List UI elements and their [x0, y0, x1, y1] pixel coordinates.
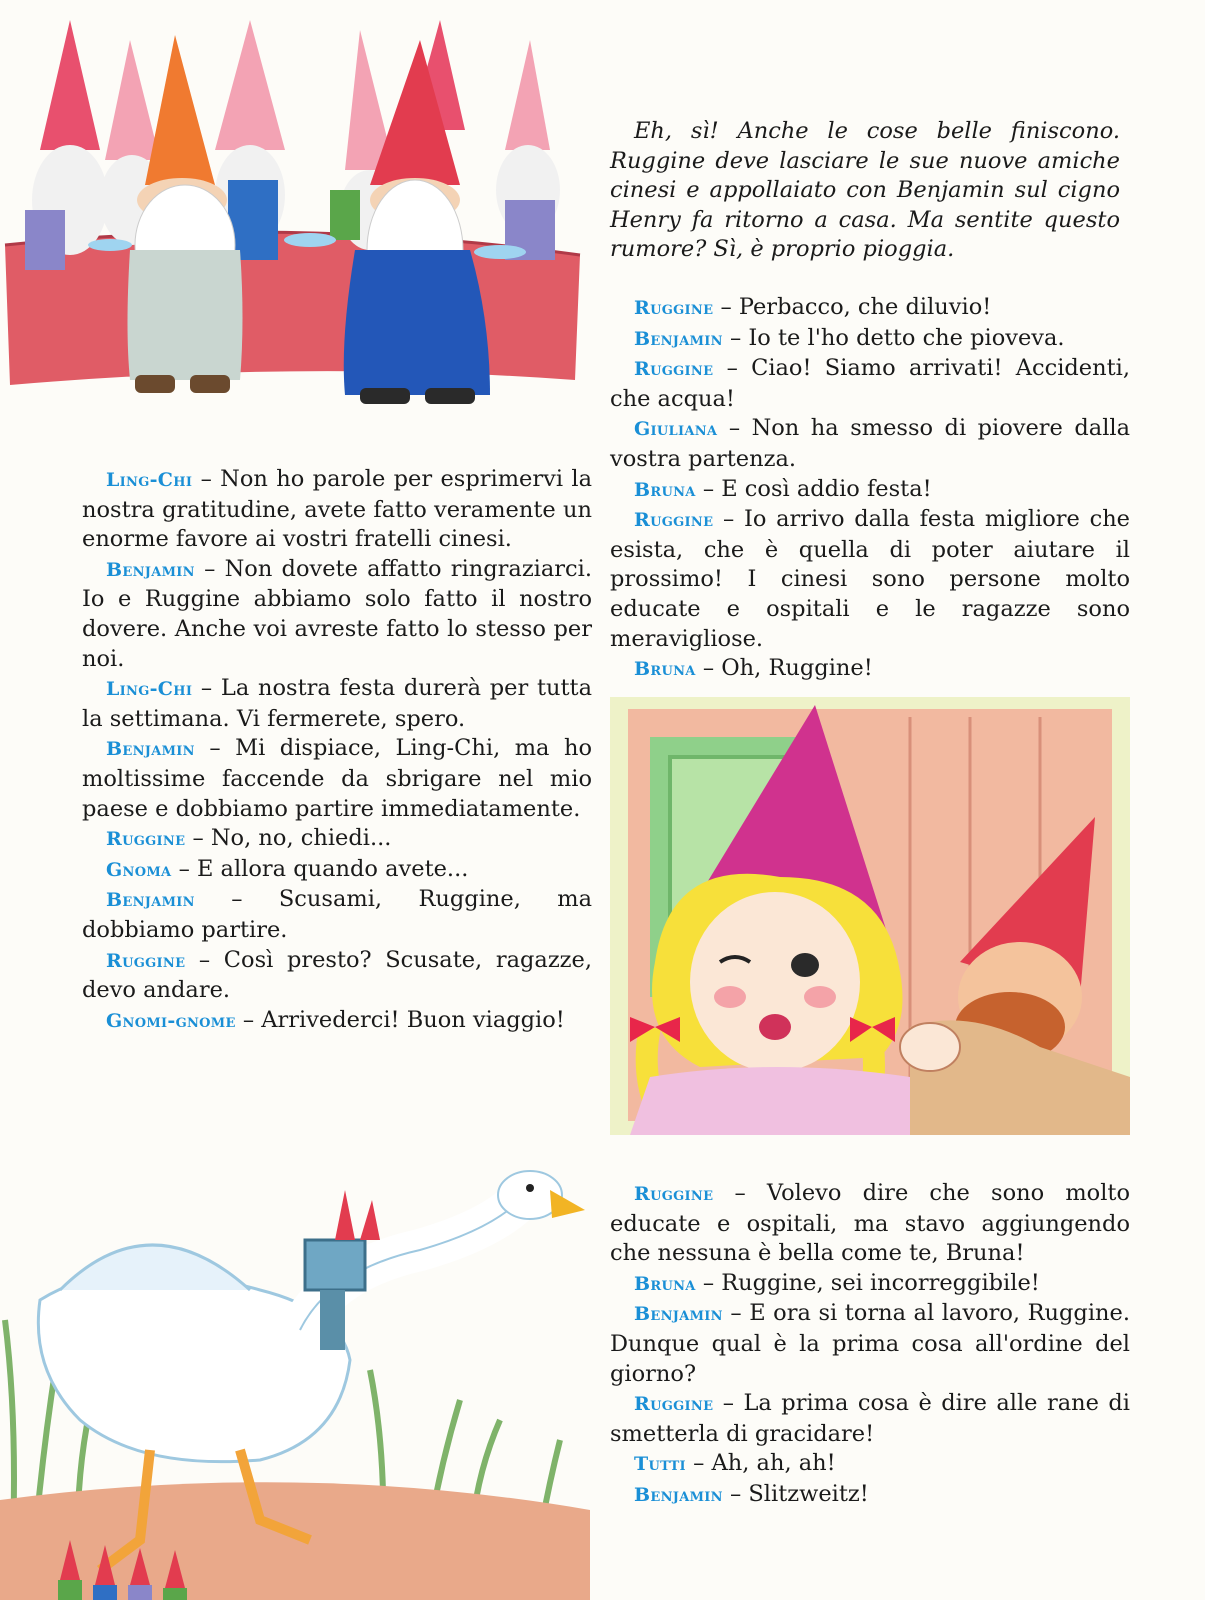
left-dialogue-column [82, 465, 592, 1036]
dialogue-text: – Ruggine, sei incorreggibile! [695, 1269, 1040, 1296]
dialogue-line [610, 324, 1130, 355]
dialogue-line [82, 855, 592, 886]
dialogue-line [82, 465, 592, 555]
right-top-dialogue-column [610, 293, 1130, 685]
dialogue-line [610, 1179, 1130, 1269]
speaker-name: Ruggine [634, 297, 714, 319]
speaker-name: Ruggine [634, 358, 714, 381]
dialogue-text: – Così presto? Scusate, ragazze, devo andare. [82, 946, 592, 1004]
dialogue-line [82, 824, 592, 855]
speaker-name: Ruggine [106, 828, 186, 851]
dialogue-text: – Volevo dire che sono molto educate e ospitali, ma stavo aggiungendo che nessuna è bella come te, Bruna! [610, 1180, 1130, 1267]
dialogue-text: – La nostra festa durerà per tutta la settimana. Vi fermerete, spero. [82, 675, 592, 732]
speaker-name: Ruggine [634, 1393, 714, 1416]
speaker-name: Ling-Chi [106, 469, 193, 491]
speaker-name: Bruna [634, 658, 696, 681]
dialogue-text: – Non dovete affatto ringraziarci. Io e Ruggine abbiamo solo fatto il nostro dovere. Anche voi avreste fatto lo stesso per noi. [82, 555, 592, 672]
speaker-name: Gnomi-gnome [106, 1009, 236, 1032]
speaker-name: Benjamin [634, 1303, 723, 1326]
dialogue-line [610, 1299, 1130, 1389]
dialogue-line [610, 1269, 1130, 1300]
dialogue-text: – Ciao! Siamo arrivati! Accidenti, che acqua! [610, 355, 1130, 412]
dialogue-text: – Mi dispiace, Ling-Chi, ma ho moltissime faccende da sbrigare nel mio paese e dobbiamo partire immediatamente. [82, 735, 592, 822]
speaker-name: Benjamin [106, 738, 195, 761]
dialogue-text: – La prima cosa è dire alle rane di smetterla di gracidare! [610, 1390, 1130, 1447]
speaker-name: Bruna [634, 1272, 696, 1295]
dialogue-line [82, 1006, 592, 1037]
right-bottom-dialogue-column [610, 1179, 1130, 1511]
dialogue-text: – Perbacco, che diluvio! [713, 294, 992, 320]
speaker-name: Benjamin [634, 1483, 723, 1506]
dialogue-line [610, 293, 1130, 324]
dialogue-text: – Scusami, Ruggine, ma dobbiamo partire. [82, 886, 592, 943]
dialogue-line [82, 674, 592, 734]
dialogue-text: – Arrivederci! Buon viaggio! [235, 1006, 565, 1033]
dialogue-text: – Io arrivo dalla festa migliore che esista, che è quella di poter aiutare il prossimo! I cinesi sono persone molto educate e ospitali e le ragazze sono meravigliose. [610, 506, 1130, 652]
speaker-name: Giuliana [634, 418, 718, 441]
dialogue-line [610, 475, 1130, 506]
dialogue-line [610, 1480, 1130, 1511]
speaker-name: Ling-Chi [106, 678, 193, 701]
speaker-name: Ruggine [634, 509, 714, 532]
illustration-bruna-ruggine [610, 697, 1130, 1135]
dialogue-line [610, 505, 1130, 654]
speaker-name: Gnoma [106, 858, 172, 881]
dialogue-text: – Non ha smesso di piovere dalla vostra partenza. [610, 415, 1130, 472]
dialogue-text: – Oh, Ruggine! [695, 655, 873, 682]
dialogue-text: – Slitzweitz! [722, 1480, 869, 1507]
dialogue-text: – Non ho parole per esprimervi la nostra gratitudine, avete fatto veramente un enorme favore ai vostri fratelli cinesi. [82, 466, 592, 553]
dialogue-line [610, 354, 1130, 414]
dialogue-line [610, 414, 1130, 474]
dialogue-text: – E così addio festa! [695, 475, 932, 502]
dialogue-line [82, 946, 592, 1006]
speaker-name: Benjamin [106, 889, 195, 912]
dialogue-line [82, 734, 592, 824]
dialogue-line [82, 555, 592, 674]
speaker-name: Ruggine [106, 949, 186, 972]
dialogue-text: – Ah, ah, ah! [685, 1450, 836, 1477]
speaker-name: Benjamin [634, 327, 723, 350]
dialogue-line [610, 1449, 1130, 1480]
speaker-name: Bruna [634, 478, 696, 501]
dialogue-text: – E allora quando avete... [171, 855, 469, 882]
illustration-swan-henry [0, 1140, 590, 1600]
speaker-name: Tutti [634, 1453, 686, 1476]
dialogue-text: – Io te l'ho detto che pioveva. [722, 324, 1065, 351]
dialogue-text: – No, no, chiedi... [185, 825, 392, 852]
speaker-name: Benjamin [106, 558, 195, 581]
illustration-gnomes-banquet [0, 0, 590, 420]
speaker-name: Ruggine [634, 1183, 714, 1205]
dialogue-line [610, 654, 1130, 685]
dialogue-line [82, 885, 592, 945]
dialogue-line [610, 1389, 1130, 1449]
intro-paragraph: Eh, sì! Anche le cose belle finiscono. Ruggine deve lasciare le sue nuove amiche cinesi e appollaiato con Benjamin sul cigno Henry fa ritorno a casa. Ma sentite questo rumore? Sì, è proprio pioggia. [610, 118, 1120, 263]
dialogue-text: – E ora si torna al lavoro, Ruggine. Dunque qual è la prima cosa all'ordine del giorno? [610, 1300, 1130, 1387]
